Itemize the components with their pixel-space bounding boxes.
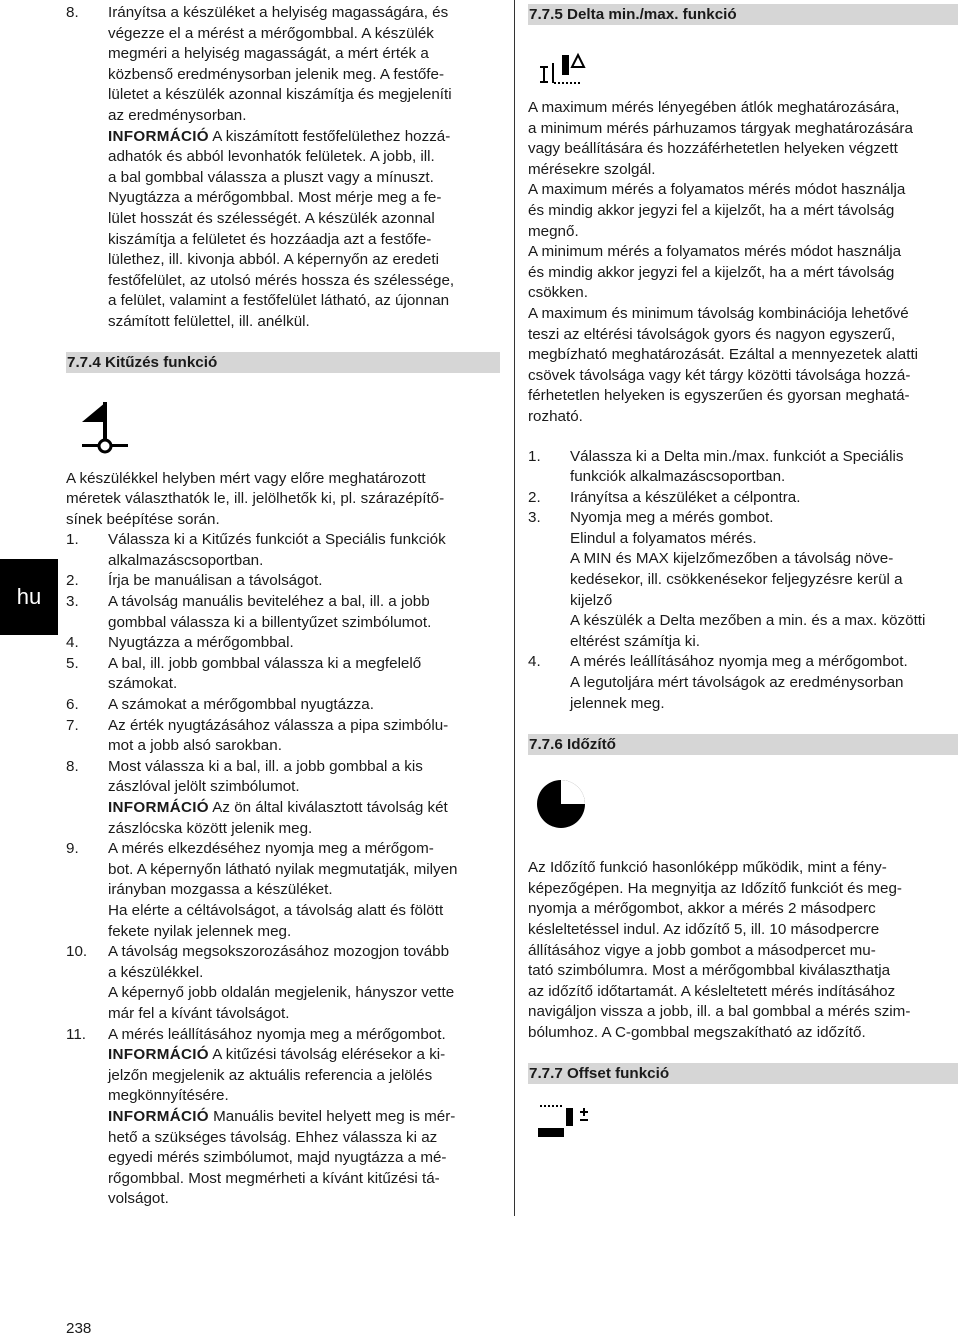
text-line: kijelző	[570, 591, 613, 609]
text-line: A készülékkel helyben mért vagy előre meghatározott	[66, 469, 426, 487]
text-line: Irányítsa a készüléket a célpontra.	[570, 488, 801, 506]
text-line: Ha elérte a céltávolságot, a távolság alatt és fölött	[108, 901, 444, 919]
text-line: a bal gombbal válassza a pluszt vagy a mínuszt.	[108, 168, 434, 186]
text-line: késleltetéssel indul. Az időzítő 5, ill. 10 másodpercre	[528, 921, 880, 938]
info-label: INFORMÁCIÓ	[108, 799, 209, 816]
text-line: csökken.	[528, 284, 588, 302]
step-number: 4.	[66, 634, 79, 652]
text-line: bólumhoz. A C-gombbal megszakítható az időzítő.	[528, 1023, 866, 1041]
delta-minmax-icon	[528, 45, 958, 94]
text-line: Írja be manuálisan a távolságot.	[108, 572, 323, 590]
text-line: hető a szükséges távolság. Ehhez válassza ki az	[108, 1128, 438, 1146]
left-column	[66, 0, 500, 1210]
text-line: alkalmazáscsoportban.	[108, 551, 264, 569]
text-line: A készülék a Delta mezőben a min. és a max. közötti	[570, 612, 926, 630]
step-number: 4.	[528, 653, 541, 671]
text-line: a készülékkel.	[108, 963, 204, 981]
list-item	[66, 592, 500, 633]
text-line: lületet a készülék azonnal kiszámítja és megjeleníti	[108, 86, 452, 104]
section-heading-timer: 7.7.6 Időzítő	[528, 734, 958, 755]
list-item	[66, 695, 500, 716]
text-line: A MIN és MAX kijelzőmezőben a távolság növe-	[570, 550, 894, 568]
list-item	[528, 488, 958, 509]
text-line: és mindig akkor jegyzi fel a kijelzőt, ha a mért távolság	[528, 263, 895, 281]
text-line: méretek választhatók le, ill. jelölhetők ki, pl. szárazépítő-	[66, 490, 445, 508]
text-line: nyomja a mérőgombot, akkor a mérés 2 másodperc	[528, 900, 876, 918]
text-line: Irányítsa a készüléket a helyiség magasságára, és	[108, 4, 449, 21]
text-line: A mérés leállításához nyomja meg a mérőgombot.	[108, 1025, 446, 1043]
list-item	[66, 1025, 500, 1210]
text-line: fekete nyilak jelennek meg.	[108, 922, 292, 940]
step-number: 2.	[66, 572, 79, 590]
text-line: A kiszámított festőfelülethez hozzá-	[208, 127, 451, 145]
step-number: 6.	[66, 696, 79, 714]
list-item	[66, 716, 500, 757]
text-line: jelzőn megjelenik az aktuális referencia a jelölés	[108, 1066, 433, 1084]
text-line: Nyugtázza a mérőgombbal.	[108, 634, 294, 652]
language-tab: hu	[0, 559, 58, 635]
text-line: A bal, ill. jobb gombbal válassza ki a megfelelő	[108, 654, 422, 672]
text-line: Az Időzítő funkció hasonlóképp működik, mint a fény-	[528, 859, 887, 877]
text-line: rozható.	[528, 407, 583, 425]
step-number: 8.	[66, 757, 79, 775]
text-line: Válassza ki a Kitűzés funkciót a Speciális funkciók	[108, 531, 446, 549]
list-item	[528, 652, 958, 714]
text-line: A távolság manuális beviteléhez a bal, ill. a jobb	[108, 593, 430, 611]
text-line: teszi az eltérési távolságok gyors és nagyon egyszerű,	[528, 325, 896, 343]
text-line: az eredménysorban.	[108, 106, 247, 124]
text-line: számított felülettel, ill. anélkül.	[108, 312, 310, 330]
step-number: 10.	[66, 943, 88, 961]
text-line: kiszámítja a felületet és hozzáadja azt a festőfe-	[108, 230, 432, 248]
section-heading-offset: 7.7.7 Offset funkció	[528, 1063, 958, 1084]
text-line: megnő.	[528, 222, 579, 240]
text-line: már fel a kívánt távolságot.	[108, 1004, 290, 1022]
text-line: végezze el a mérést a mérőgombbal. A készülék	[108, 24, 434, 42]
text-line: Nyomja meg a mérés gombot.	[570, 509, 774, 527]
info-label: INFORMÁCIÓ	[108, 127, 209, 145]
right-column	[528, 0, 958, 1153]
text-line: Nyugtázza a mérőgombbal. Most mérje meg a fe-	[108, 189, 442, 207]
text-line: kedésekor, ill. csökkenésekor feljegyzésre kerül a	[570, 571, 903, 589]
step-number: 9.	[66, 840, 79, 858]
list-item	[528, 508, 958, 652]
text-line: gombbal válassza ki a billentyűzet szimbólumot.	[108, 613, 432, 631]
text-line: vagy beállítására és hozzáférhetetlen helyeken végzett	[528, 140, 898, 158]
text-line: az időzítő időtartamát. A késleltetett mérés indításához	[528, 982, 896, 1000]
text-line: Válassza ki a Delta min./max. funkciót a Speciális	[570, 447, 904, 465]
text-line: A maximum és minimum távolság kombinációja lehetővé	[528, 304, 909, 322]
offset-icon	[528, 1098, 958, 1153]
text-line: bot. A képernyőn látható nyilak megmutatják, milyen	[108, 860, 458, 878]
text-line: navigáljon vissza a jobb, ill. a bal gombbal a mérés szim-	[528, 1003, 911, 1021]
text-line: festőfelület, az utolsó mérés hossza és szélessége,	[108, 271, 455, 289]
text-line: irányban mozgassa a készüléket.	[108, 881, 333, 899]
text-line: sínek beépítése során.	[66, 510, 220, 528]
text-line: A kitűzési távolság elérésekor a ki-	[208, 1046, 446, 1064]
text-line: képezőgépen. Ha megnyitja az Időzítő funkciót és meg-	[528, 879, 902, 897]
text-line: zászlóval jelölt szimbólumot.	[108, 778, 300, 796]
timer-icon	[528, 769, 958, 844]
text-line: egyedi mérés szimbólumot, majd nyugtázza a mé-	[108, 1149, 447, 1167]
step-number: 3.	[66, 593, 79, 611]
text-line: A számokat a mérőgombbal nyugtázza.	[108, 696, 374, 714]
step-8-paint-area	[66, 3, 500, 333]
step-number: 11.	[66, 1025, 86, 1043]
text-line: A mérés elkezdéséhez nyomja meg a mérőgom-	[108, 840, 434, 858]
text-line: A legutoljára mért távolságok az eredménysorban	[570, 674, 904, 692]
text-line: mot a jobb alsó sarokban.	[108, 737, 282, 755]
list-item	[66, 757, 500, 839]
step-number: 8.	[66, 4, 79, 21]
text-line: a felület, valamint a festőfelület látható, az újonnan	[108, 292, 450, 310]
page-number: 238	[66, 1320, 92, 1337]
text-line: funkciók alkalmazáscsoportban.	[570, 468, 786, 486]
step-number: 5.	[66, 654, 79, 672]
step-number: 7.	[66, 716, 79, 734]
list-item	[66, 942, 500, 1024]
text-line: megméri a helyiség magasságát, a mért érték a	[108, 45, 429, 63]
stakeout-icon	[66, 386, 500, 461]
text-line: zászlócska között jelenik meg.	[108, 819, 313, 837]
text-line: csövek távolsága vagy két tárgy közötti távolsága hozzá-	[528, 366, 911, 384]
text-line: A minimum mérés a folyamatos mérés módot használja	[528, 243, 902, 261]
text-line: Manuális bevitel helyett meg is mér-	[208, 1107, 456, 1125]
list-item	[66, 571, 500, 592]
text-line: adhatók és abból levonhatók felületek. A jobb, ill.	[108, 148, 435, 166]
text-line: és mindig akkor jegyzi fel a kijelzőt, ha a mért távolság	[528, 201, 895, 219]
text-line: lület hosszát és szélességét. A készülék azonnal	[108, 209, 435, 227]
text-line: közbenső eredménysorban jelenik meg. A festőfe-	[108, 65, 445, 83]
text-line: A képernyő jobb oldalán megjelenik, hányszor vette	[108, 984, 455, 1002]
column-divider	[514, 0, 515, 1216]
text-line: megkönnyítésére.	[108, 1087, 229, 1105]
section-heading-kituzes: 7.7.4 Kitűzés funkció	[66, 352, 500, 373]
text-line: rőgombbal. Most megmérheti a kívánt kitűzési tá-	[108, 1169, 440, 1187]
list-item	[66, 633, 500, 654]
text-line: Az érték nyugtázásához válassza a pipa szimbólu-	[108, 716, 449, 734]
list-item	[66, 530, 500, 571]
text-line: eltérést számítja ki.	[570, 632, 700, 650]
step-number: 1.	[66, 531, 79, 549]
info-label: INFORMÁCIÓ	[108, 1046, 209, 1064]
text-line: számokat.	[108, 675, 178, 693]
text-line: lülethez, ill. kivonja abból. A képernyőn az eredeti	[108, 251, 439, 269]
text-line: férhetetlen helyeken is egyszerűen és gyorsan meghatá-	[528, 387, 910, 405]
step-number: 2.	[528, 488, 541, 506]
text-line: Most válassza ki a bal, ill. a jobb gombbal a kis	[108, 757, 423, 775]
text-line: megbízható meghatározását. Ezáltal a mennyezetek alatti	[528, 346, 919, 364]
text-line: A mérés leállításához nyomja meg a mérőgombot.	[570, 653, 908, 671]
step-number: 3.	[528, 509, 541, 527]
info-label: INFORMÁCIÓ	[108, 1107, 209, 1125]
text-line: a minimum mérés párhuzamos tárgyak meghatározására	[528, 119, 913, 137]
text-line: volságot.	[108, 1190, 169, 1208]
text-line: mérésekre szolgál.	[528, 160, 656, 178]
text-line: A maximum mérés a folyamatos mérés módot használja	[528, 181, 906, 199]
text-line: állításához vigye a jobb gombot a másodpercet mu-	[528, 941, 876, 959]
text-line: A maximum mérés lényegében átlók meghatározására,	[528, 99, 900, 116]
step-number: 1.	[528, 447, 541, 465]
list-item	[66, 654, 500, 695]
text-line: A távolság megsokszorozásához mozogjon tovább	[108, 943, 450, 961]
text-line: tató szimbólumra. Most a mérőgombbal kiválaszthatja	[528, 962, 891, 980]
text-line: Az ön által kiválasztott távolság két	[208, 799, 448, 816]
list-item	[66, 839, 500, 942]
text-line: Elindul a folyamatos mérés.	[570, 529, 757, 547]
list-item	[528, 447, 958, 488]
text-line: jelennek meg.	[570, 694, 665, 712]
section-heading-delta: 7.7.5 Delta min./max. funkció	[528, 4, 958, 25]
